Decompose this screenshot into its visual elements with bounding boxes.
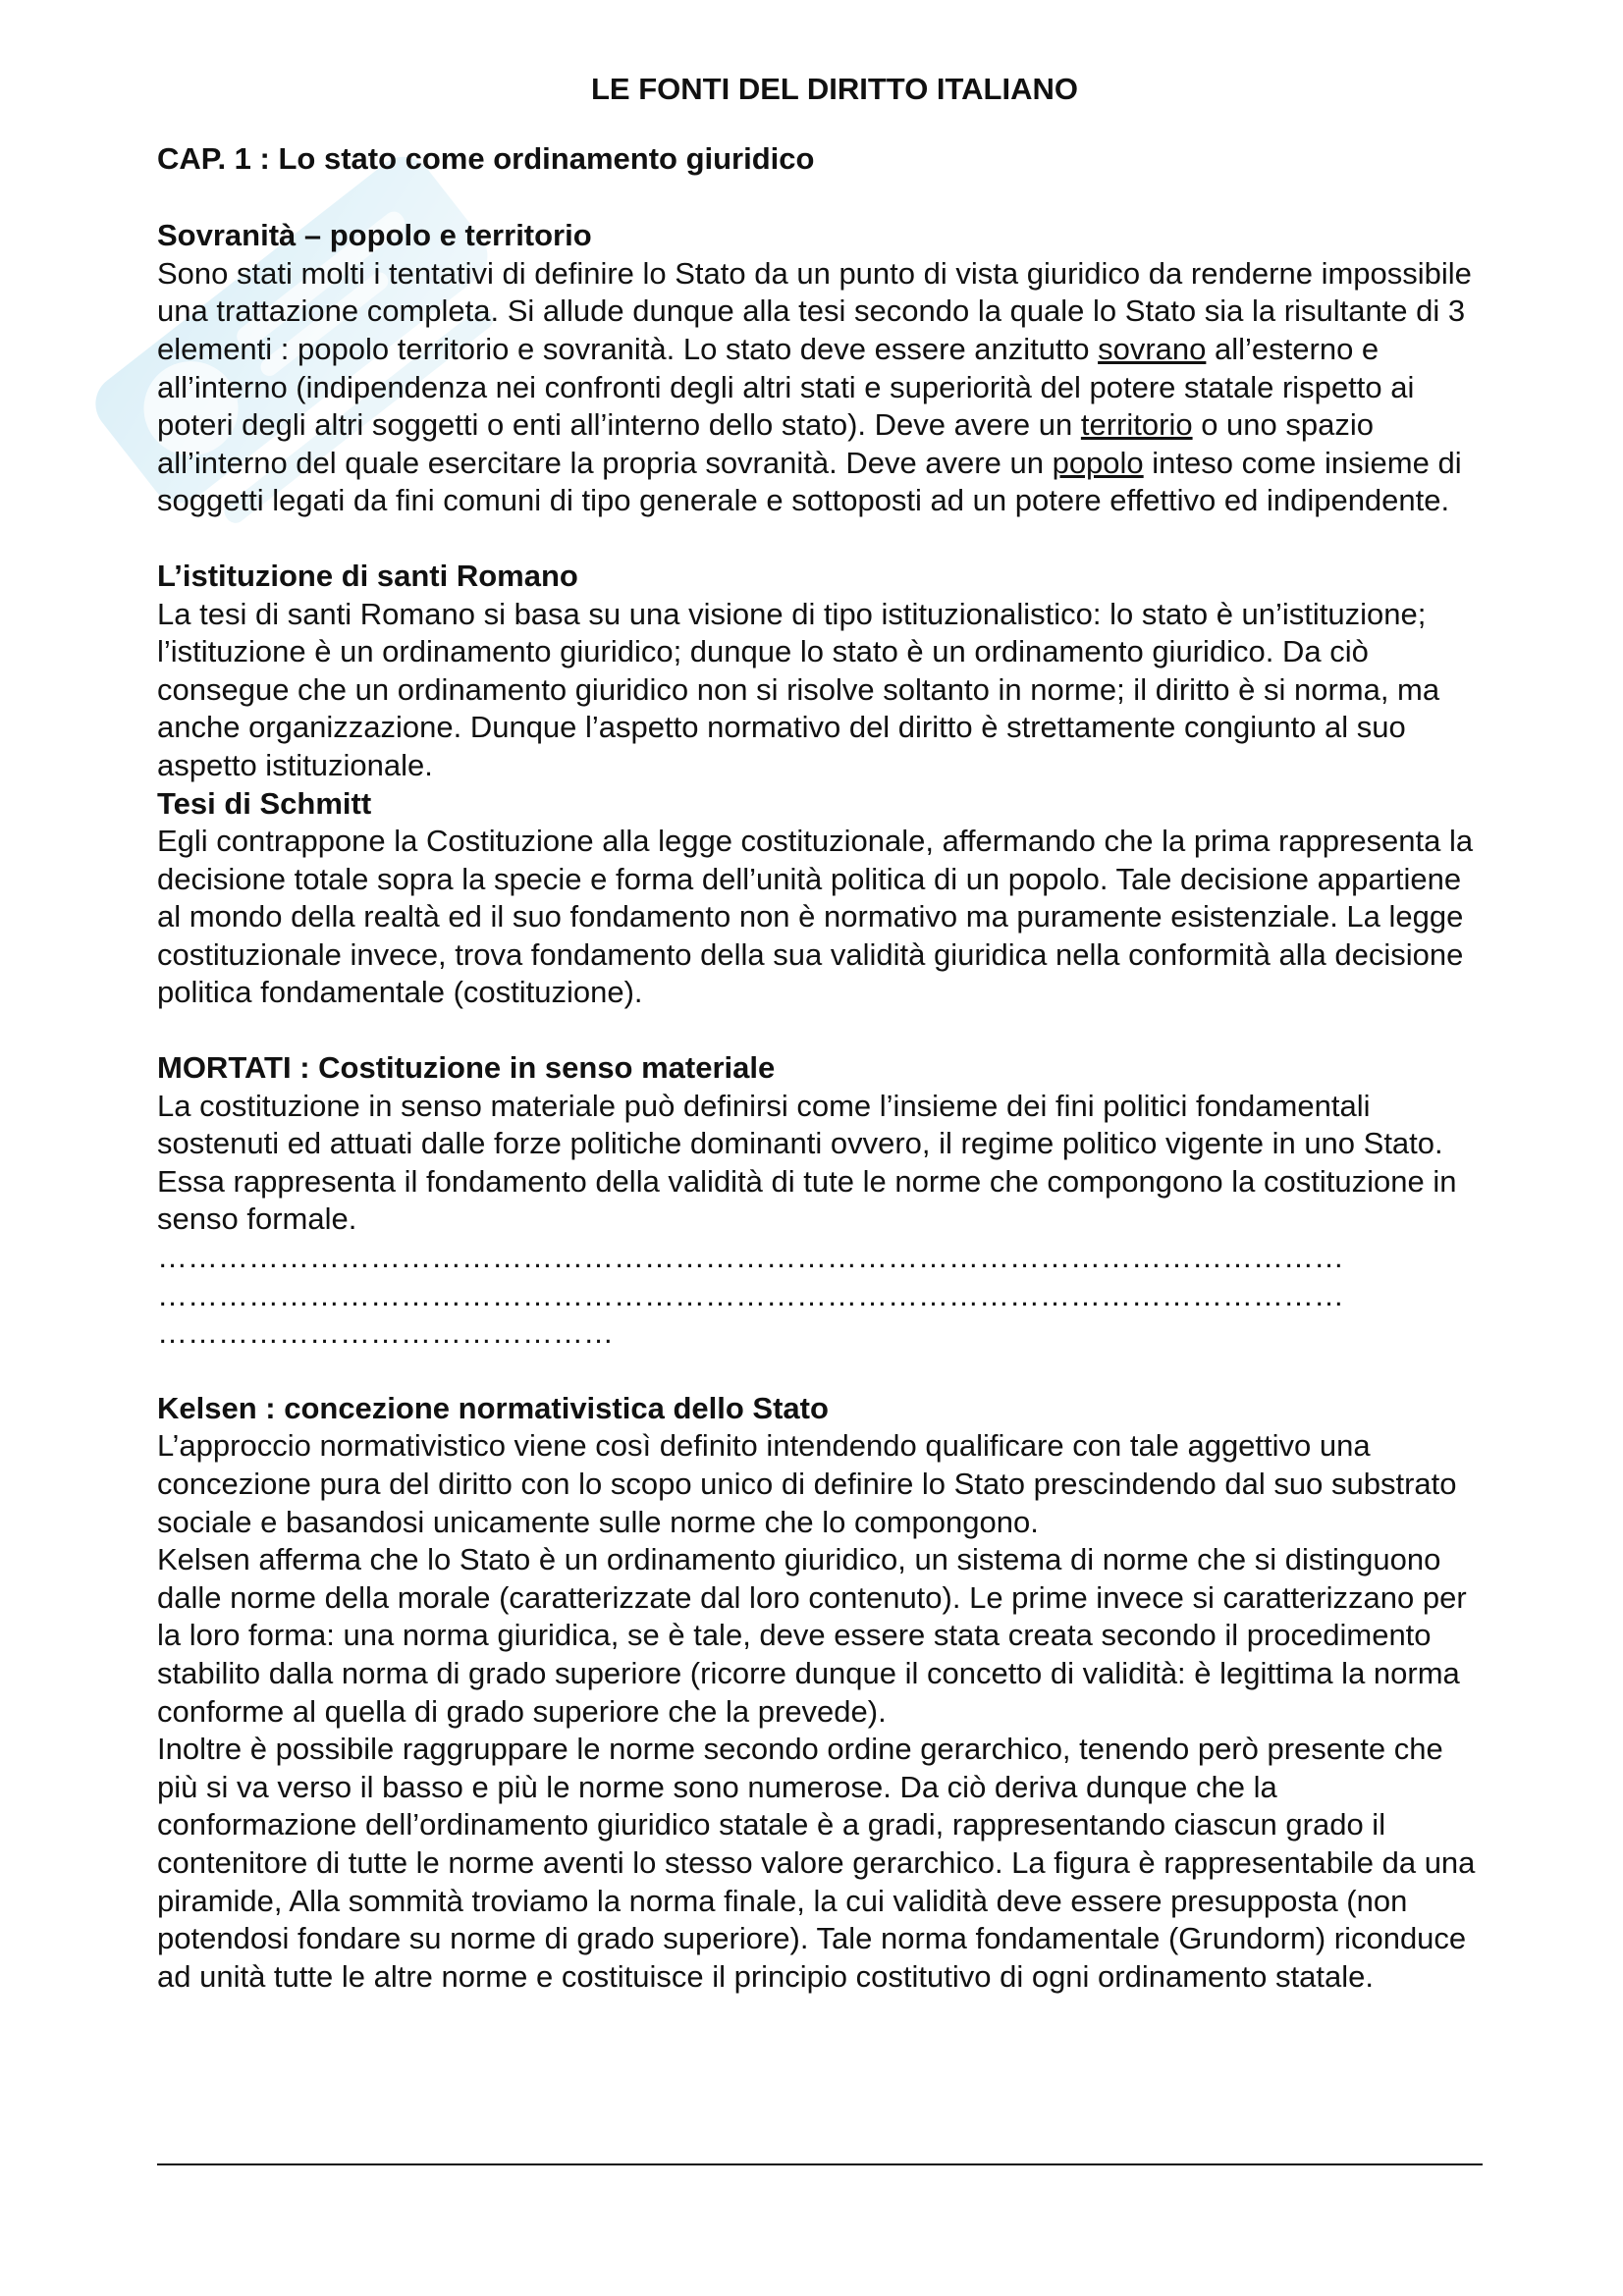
section-heading: L’istituzione di santi Romano [157, 558, 578, 593]
dotted-line: ……………………………………………………………………………………………………… [157, 1240, 1344, 1275]
document-title: LE FONTI DEL DIRITTO ITALIANO [591, 72, 1078, 106]
section-heading: Kelsen : concezione normativistica dello Stato [157, 1390, 829, 1425]
section-paragraph: Kelsen afferma che lo Stato è un ordinamento giuridico, un sistema di norme che si distinguono dalle norme della morale (caratterizzate dal loro contenuto). Le prime invece si caratterizzano per la loro forma: una norma giuridica, se è tale, deve essere stata creata secondo il procedimento stabilito dalla norma di grado superiore (ricorre dunque il concetto di validità: è legittima la norma conforme al quella di grado superiore che la prevede). [157, 1542, 1467, 1729]
section-paragraph: La tesi di santi Romano si basa su una visione di tipo istituzionalistico: lo stato è un’istituzione; l’istituzione è un ordinamento giuridico; dunque lo stato è un ordinamento giuridico. Da ciò consegue che un ordinamento giuridico non si risolve soltanto in norme; il diritto è si norma, ma anche organizzazione. Dunque l’aspetto normativo del diritto è strettamente congiunto al suo aspetto istituzionale. [157, 596, 1440, 782]
section-paragraph: Inoltre è possibile raggruppare le norme secondo ordine gerarchico, tenendo però presente che più si va verso il basso e più le norme sono numerose. Da ciò deriva dunque che la conformazione dell’ordinamento giuridico statale è a gradi, rappresentando ciascun grado il contenitore di tutte le norme aventi lo stesso valore gerarchico. La figura è rappresentabile da una piramide, Alla sommità troviamo la norma finale, la cui validità deve essere presupposta (non potendosi fondare su norme di grado superiore). Tale norma fondamentale (Grundorm) riconduce ad unità tutte le altre norme e costituisce il principio costitutivo di ogni ordinamento statale. [157, 1732, 1476, 1994]
section-kelsen [157, 1390, 1483, 1997]
section-romano [157, 558, 1483, 785]
text-run: Sono stati molti i tentativi di definire lo Stato da un punto di vista giuridico da renderne impossibile una trattazione completa. Si allude dunque alla tesi secondo la quale lo Stato sia la risultante di 3 elementi : popolo territorio e sovranità. Lo stato deve essere anzitutto [157, 255, 1472, 366]
section-mortati [157, 1049, 1483, 1353]
section-heading: Tesi di Schmitt [157, 785, 372, 821]
section-paragraph: Egli contrappone la Costituzione alla legge costituzionale, affermando che la prima rappresenta la decisione totale sopra la specie e forma dell’unità politica di un popolo. Tale decisione appartiene al mondo della realtà ed il suo fondamento non è normativo ma puramente esistenziale. La legge costituzionale invece, trova fondamento della sua validità giuridica nella conformità alla decisione politica fondamentale (costituzione). [157, 824, 1474, 1010]
section-heading: Sovranità – popolo e territorio [157, 218, 592, 253]
chapter-heading: CAP. 1 : Lo stato come ordinamento giuridico [157, 140, 815, 176]
dotted-line: ……………………………………… [157, 1315, 614, 1351]
section-paragraph: La costituzione in senso materiale può definirsi come l’insieme dei fini politici fondamentali sostenuti ed attuati dalle forze politiche dominanti ovvero, il regime politico vigente in uno Stato. Essa rappresenta il fondamento della validità di tute le norme che compongono la costituzione in senso formale. [157, 1088, 1457, 1237]
underlined-term: territorio [1080, 407, 1193, 443]
section-paragraph: L’approccio normativistico viene così definito intendendo qualificare con tale aggettivo una concezione pura del diritto con lo scopo unico di definire lo Stato prescindendo dal suo substrato sociale e basandosi unicamente sulle norme che lo compongono. [157, 1428, 1457, 1539]
dotted-line: ……………………………………………………………………………………………………… [157, 1277, 1344, 1312]
section-sovranita [157, 217, 1483, 520]
document-page [157, 71, 1483, 1996]
section-paragraph [157, 255, 1483, 520]
underlined-term: sovrano [1098, 331, 1207, 366]
text-run: all’esterno e all’interno (indipendenza nei confronti degli altri stati e superiorità del potere statale rispetto ai poteri degli altri soggetti o enti all’interno dello stato). Deve avere un [157, 331, 1415, 443]
underlined-term: popolo [1052, 445, 1144, 480]
section-schmitt [157, 785, 1483, 1013]
text-run: inteso come insieme di soggetti legati da fini comuni di tipo generale e sottoposti ad un potere effettivo ed indipendente. [157, 445, 1462, 518]
section-heading: MORTATI : Costituzione in senso materiale [157, 1050, 776, 1086]
footer-rule [157, 2163, 1483, 2165]
text-run: o uno spazio all’interno del quale esercitare la propria sovranità. Deve avere un [157, 407, 1374, 480]
